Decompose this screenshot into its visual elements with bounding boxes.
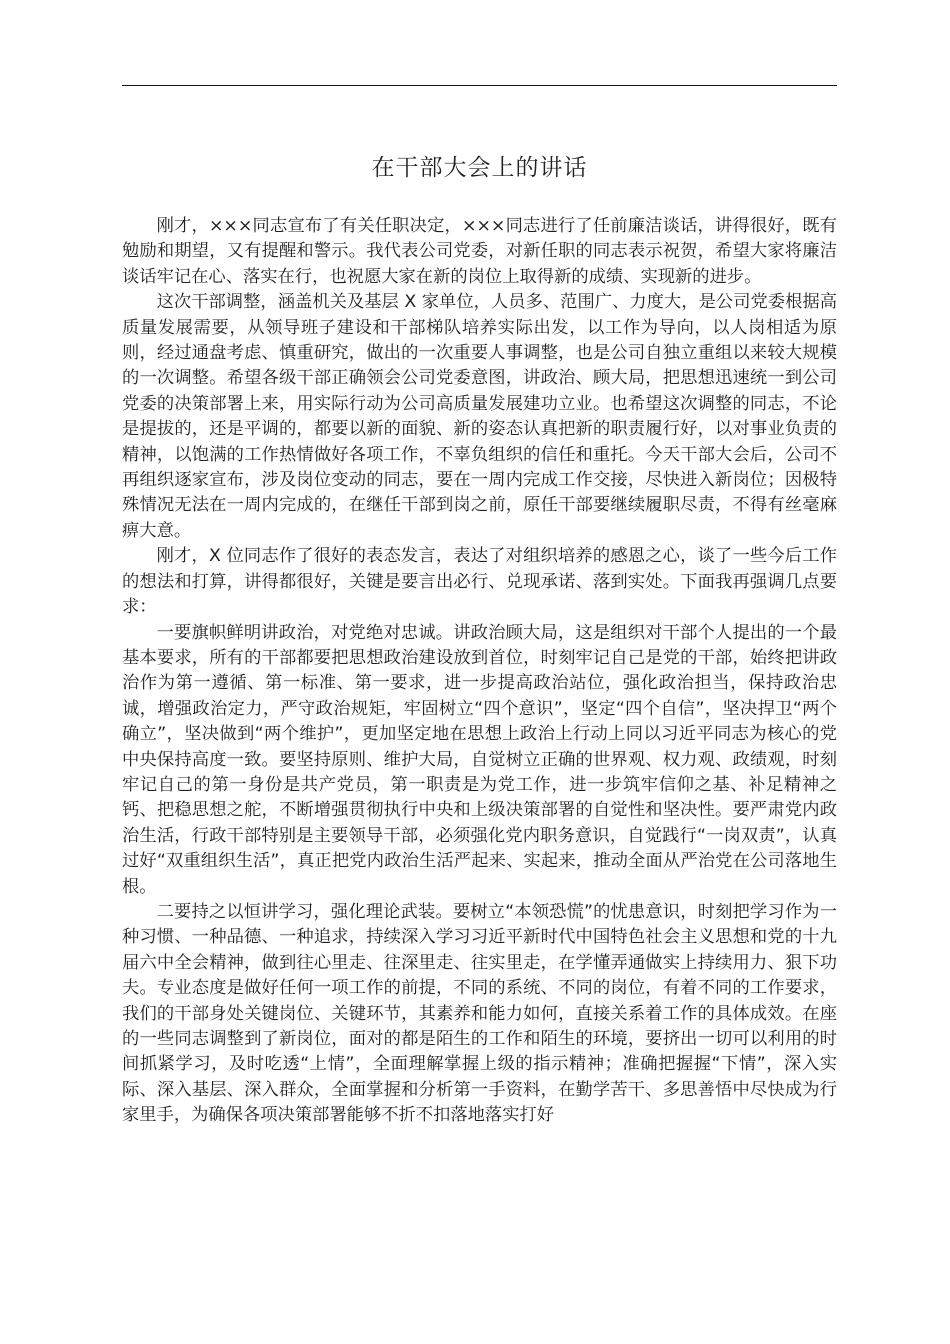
header-rule xyxy=(122,85,837,86)
paragraph: 一要旗帜鲜明讲政治，对党绝对忠诚。讲政治顾大局，这是组织对干部个人提出的一个最基本要求，所有的干部都要把思想政治建设放到首位，时刻牢记自己是党的干部，始终把讲政治作为第一遵循、第一标准、第一要求，进一步提高政治站位，强化政治担当，保持政治忠诚，增强政治定力，严守政治规矩，牢固树立“四个意识”，坚定“四个自信”，坚决捍卫“两个确立”，坚决做到“两个维护”，更加坚定地在思想上政治上行动上同以习近平同志为核心的党中央保持高度一致。要坚持原则、维护大局，自觉树立正确的世界观、权力观、政绩观，时刻牢记自己的第一身份是共产党员，第一职责是为党工作，进一步筑牢信仰之基、补足精神之钙、把稳思想之舵，不断增强贯彻执行中央和上级决策部署的自觉性和坚决性。要严肃党内政治生活，行政干部特别是主要领导干部，必须强化党内职务意识，自觉践行“一岗双责”，认真过好“双重组织生活”，真正把党内政治生活严起来、实起来，推动全面从严治党在公司落地生根。 xyxy=(122,622,837,897)
paragraph: 刚才，×××同志宣布了有关任职决定，×××同志进行了任前廉洁谈话，讲得很好，既有勉励和期望，又有提醒和警示。我代表公司党委，对新任职的同志表示祝贺，希望大家将廉洁谈话牢记在心、落实在行，也祝愿大家在新的岗位上取得新的成绩、实现新的进步。 xyxy=(122,216,837,287)
document-body xyxy=(122,214,837,1129)
paragraph: 二要持之以恒讲学习，强化理论武装。要树立“本领恐慌”的忧患意识，时刻把学习作为一种习惯、一种品德、一种追求，持续深入学习习近平新时代中国特色社会主义思想和党的十九届六中全会精神，做到往心里走、往深里走、往实里走，在学懂弄通做实上持续用力、狠下功夫。专业态度是做好任何一项工作的前提，不同的系统、不同的岗位，有着不同的工作要求，我们的干部身处关键岗位、关键环节，其素养和能力如何，直接关系着工作的具体成效。在座的一些同志调整到了新岗位，面对的都是陌生的工作和陌生的环境，要挤出一切可以利用的时间抓紧学习，及时吃透“上情”，全面理解掌握上级的指示精神；准确把握握“下情”，深入实际、深入基层、深入群众，全面掌握和分析第一手资料，在勤学苦干、多思善悟中尽快成为行家里手，为确保各项决策部署能够不折不扣落地落实打好 xyxy=(122,901,837,1126)
paragraph: 刚才，X 位同志作了很好的表态发言，表达了对组织培养的感恩之心，谈了一些今后工作的想法和打算，讲得都很好，关键是要言出必行、兑现承诺、落到实处。下面我再强调几点要求： xyxy=(122,546,837,618)
document-title: 在干部大会上的讲话 xyxy=(371,155,588,181)
paragraph: 这次干部调整，涵盖机关及基层 X 家单位，人员多、范围广、力度大，是公司党委根据高质量发展需要，从领导班子建设和干部梯队培养实际出发，以工作为导向，以人岗相适为原则，经过通盘考虑、慎重研究，做出的一次重要人事调整，也是公司自独立重组以来较大规模的一次调整。希望各级干部正确领会公司党委意图，讲政治、顾大局，把思想迅速统一到公司党委的决策部署上来，用实际行动为公司高质量发展建功立业。也希望这次调整的同志，不论是提拔的，还是平调的，都要以新的面貌、新的姿态认真把新的职责履行好，以对事业负责的精神，以饱满的工作热情做好各项工作，不辜负组织的信任和重托。今天干部大会后，公司不再组织逐家宣布，涉及岗位变动的同志，要在一周内完成工作交接，尽快进入新岗位；因极特殊情况无法在一周内完成的，在继任干部到岗之前，原任干部要继续履职尽责，不得有丝毫麻痹大意。 xyxy=(122,292,837,541)
